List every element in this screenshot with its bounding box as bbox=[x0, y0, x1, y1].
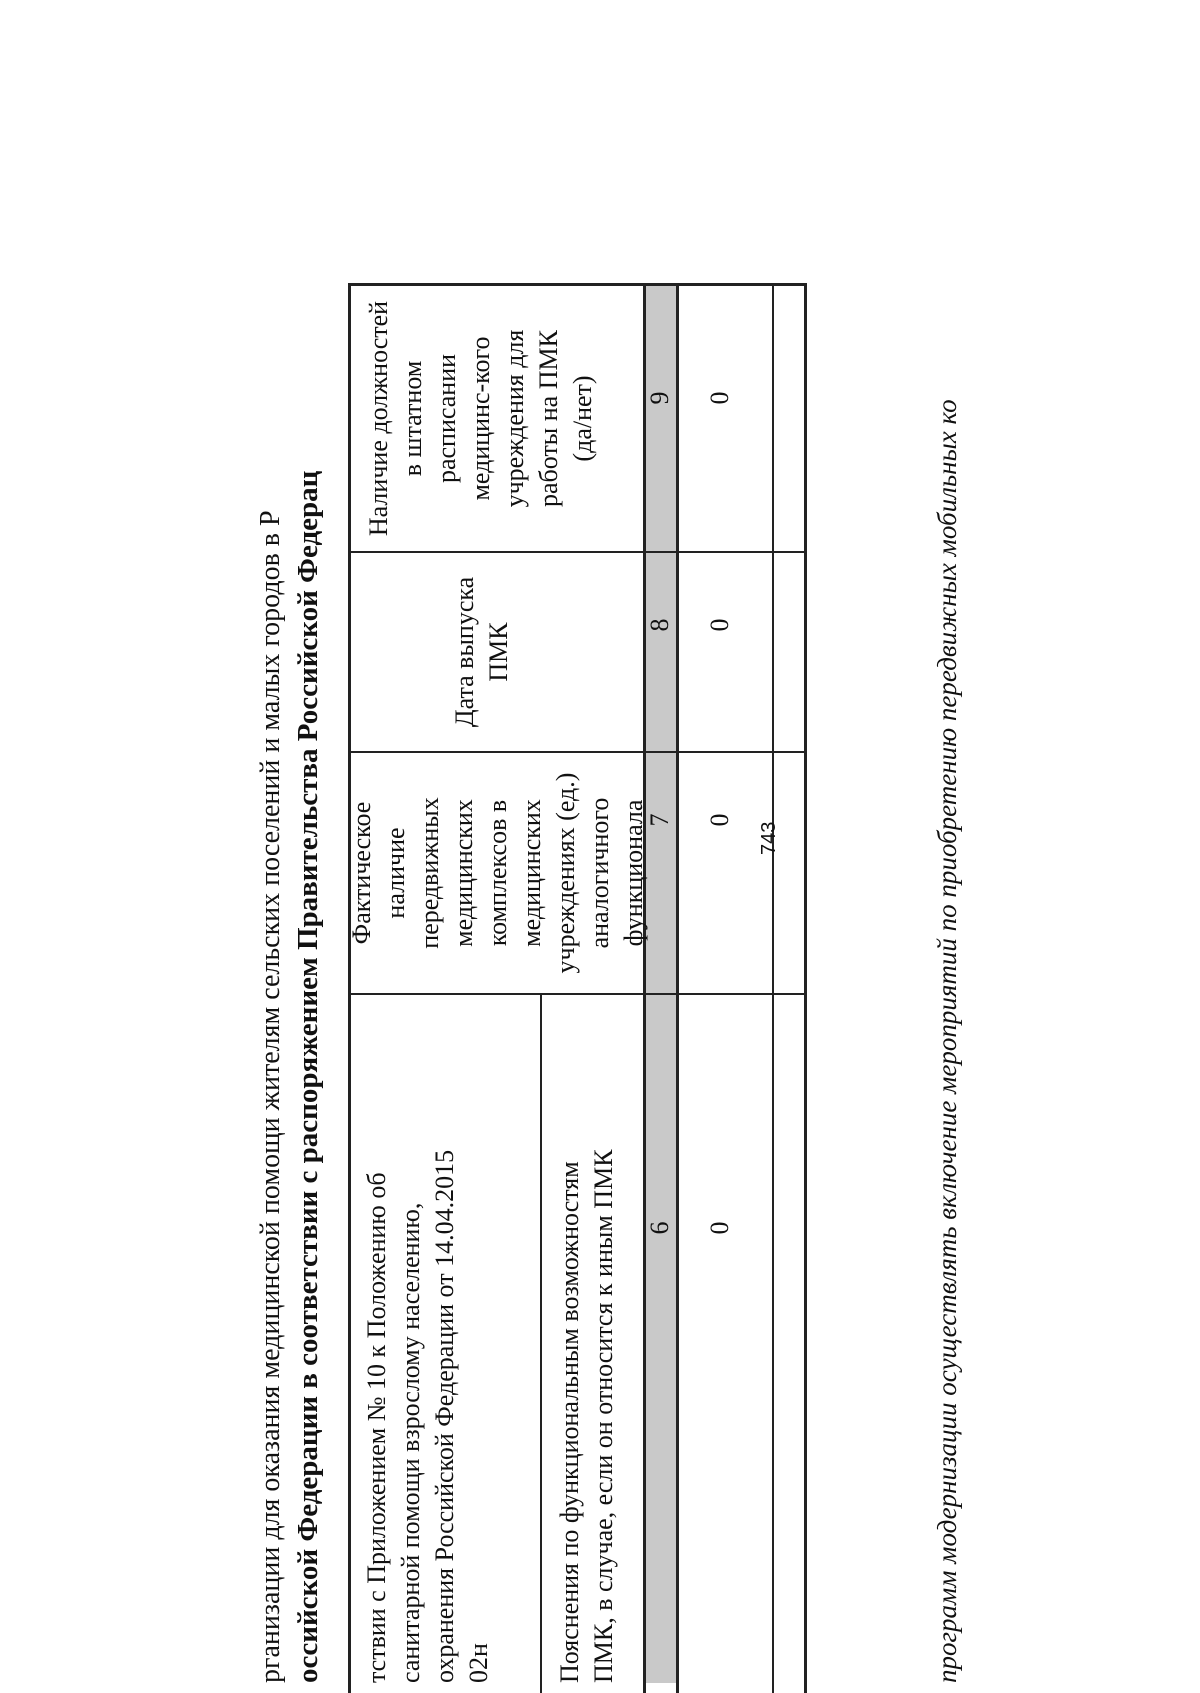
col9-header-line: (да/нет) bbox=[568, 375, 597, 462]
col7-header-line: Фактическое bbox=[347, 801, 376, 945]
col9-header bbox=[362, 286, 600, 551]
col7-header-line: медицинских bbox=[517, 799, 546, 947]
col6-header-top-line: тствии с Приложением № 10 к Положению об bbox=[362, 1172, 391, 1683]
col7-header-line: медицинских bbox=[449, 799, 478, 947]
col6-header-top-line: охранения Российской Федерации от 14.04.2015 bbox=[430, 1149, 459, 1683]
column-number-6: 6 bbox=[645, 1221, 674, 1235]
document-title-line-2: оссийской Федерации в соответствии с распоряжением Правительства Российской Федерац bbox=[292, 470, 324, 1683]
column-number-8: 8 bbox=[645, 618, 674, 632]
col6-header-bottom bbox=[555, 1003, 623, 1683]
col6-header-top-line: санитарной помощи взрослому населению, bbox=[396, 1202, 425, 1683]
column-number-9: 9 bbox=[645, 391, 674, 405]
col9-header-line: расписании bbox=[432, 353, 461, 484]
col6-header-bottom-line: ПМК, в случае, если он относится к иным ПМК bbox=[589, 1149, 618, 1683]
document-title-line-1: рганизации для оказания медицинской помощи жителям сельских поселений и малых городов в Р bbox=[255, 510, 286, 1683]
col9-header-line: Наличие должностей bbox=[364, 300, 393, 537]
table-line-bottom bbox=[804, 283, 807, 1693]
col8-header-line: Дата выпуска bbox=[450, 576, 479, 728]
col7-header-line: передвижных bbox=[415, 797, 444, 949]
col6-header-top-line: 02н bbox=[464, 1643, 493, 1683]
table-line-col6-split bbox=[540, 995, 542, 1693]
row1-col6-value: 0 bbox=[705, 1221, 734, 1235]
col9-header-line: медицинс-кого bbox=[466, 336, 495, 501]
footer-paragraph: программ модернизации осуществлять включение мероприятий по приобретению передвижных мобильных ко bbox=[932, 399, 962, 1683]
row1-col7-value: 0 bbox=[705, 813, 734, 827]
page-number: 743 bbox=[758, 821, 780, 855]
col8-header bbox=[448, 553, 516, 751]
col6-header-bottom-line: Пояснения по функциональным возможностям bbox=[555, 1161, 584, 1683]
col8-header-line: ПМК bbox=[484, 622, 513, 682]
col7-header-line: наличие bbox=[381, 827, 410, 919]
col9-header-line: учреждения для bbox=[500, 329, 529, 508]
table-line-col6-right bbox=[348, 993, 806, 995]
col7-header-line: комплексов в bbox=[483, 799, 512, 947]
col7-header bbox=[345, 753, 651, 993]
table-line-col8-right bbox=[348, 551, 806, 553]
table-line-row1-bottom bbox=[772, 283, 774, 1693]
column-number-7: 7 bbox=[645, 813, 674, 827]
row1-col8-value: 0 bbox=[705, 618, 734, 632]
col9-header-line: в штатном bbox=[398, 360, 427, 477]
col7-header-line: аналогичного bbox=[585, 797, 614, 949]
col7-header-line: функционала bbox=[619, 799, 648, 947]
table-line-numbers-bottom bbox=[676, 283, 679, 1693]
col9-header-line: работы на ПМК bbox=[534, 330, 563, 507]
col6-header-top bbox=[362, 1003, 498, 1683]
row1-col9-value: 0 bbox=[705, 391, 734, 405]
col7-header-line: учреждениях (ед.) bbox=[551, 772, 580, 974]
